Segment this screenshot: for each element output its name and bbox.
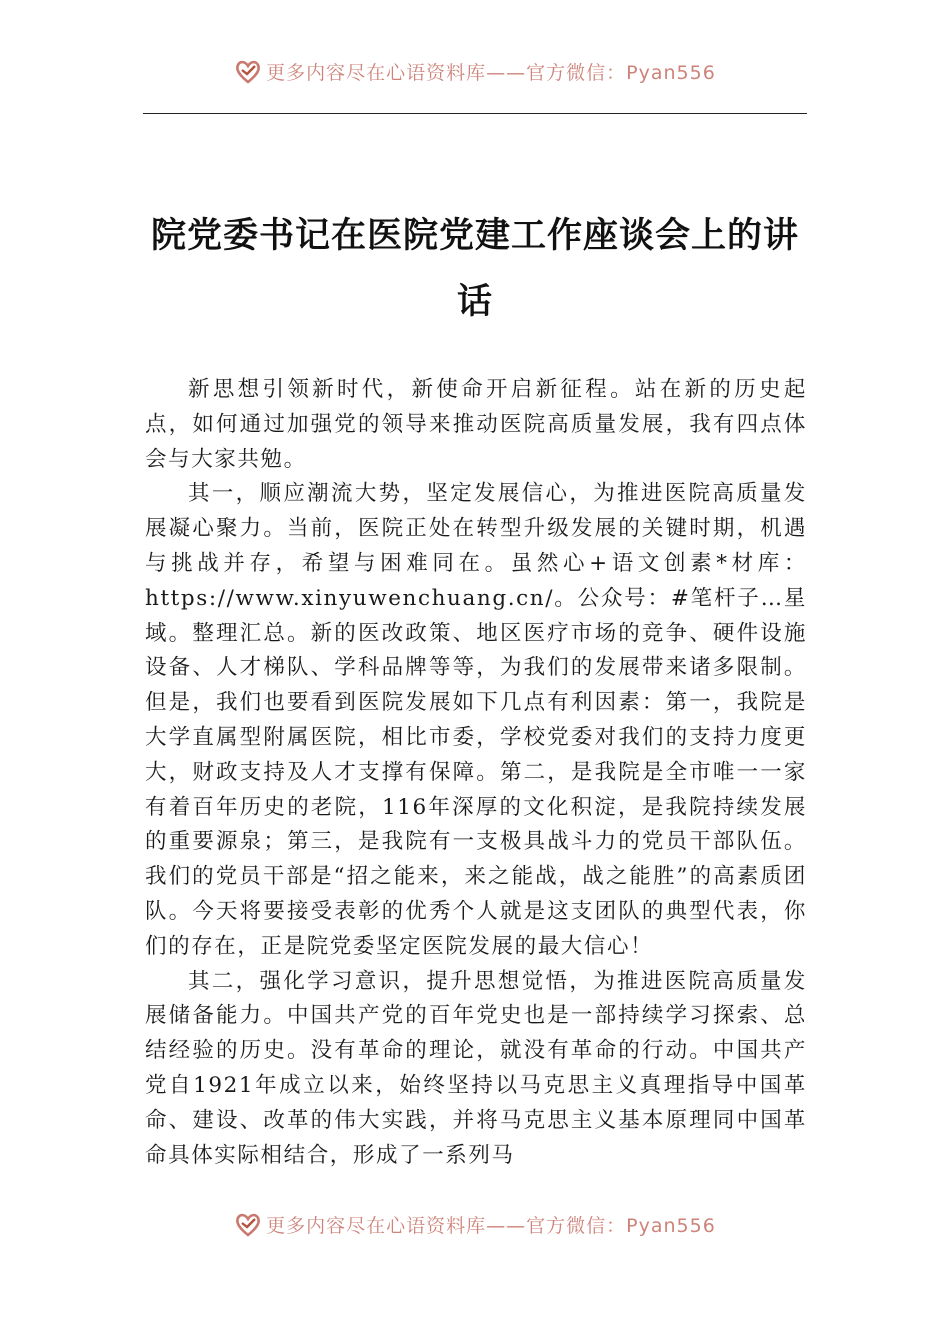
watermark-header — [0, 54, 950, 88]
watermark-footer — [0, 1207, 950, 1241]
document-body — [145, 373, 807, 1173]
watermark-text: 更多内容尽在心语资料库——官方微信：Pyan556 — [266, 1214, 716, 1237]
heart-icon — [234, 1211, 262, 1237]
heart-icon — [234, 58, 262, 84]
paragraph: 新思想引领新时代，新使命开启新征程。站在新的历史起点，如何通过加强党的领导来推动医院高质量发展，我有四点体会与大家共勉。 — [145, 377, 807, 472]
paragraph: 其二，强化学习意识，提升思想觉悟，为推进医院高质量发展储备能力。中国共产党的百年党史也是一部持续学习探索、总结经验的历史。没有革命的理论，就没有革命的行动。中国共产党自1921年成立以来，始终坚持以马克思主义真理指导中国革命、建设、改革的伟大实践，并将马克思主义基本原理同中国革命具体实际相结合，形成了一系列马 — [145, 968, 807, 1168]
paragraph: 其一，顺应潮流大势，坚定发展信心，为推进医院高质量发展凝心聚力。当前，医院正处在转型升级发展的关键时期，机遇与挑战并存，希望与困难同在。虽然心+语文创素*材库：https://www.xinyuwenchuang.cn/。公众号：#笔杆子…星域。整理汇总。新的医改政策、地区医疗市场的竞争、硬件设施设备、人才梯队、学科品牌等等，为我们的发展带来诸多限制。但是，我们也要看到医院发展如下几点有利因素：第一，我院是大学直属型附属医院，相比市委，学校党委对我们的支持力度更大，财政支持及人才支撑有保障。第二，是我院是全市唯一一家有着百年历史的老院，116年深厚的文化积淀，是我院持续发展的重要源泉；第三，是我院有一支极具战斗力的党员干部队伍。我们的党员干部是“招之能来，来之能战，战之能胜”的高素质团队。今天将要接受表彰的优秀个人就是这支团队的典型代表，你们的存在，正是院党委坚定医院发展的最大信心！ — [145, 481, 807, 959]
document-title: 院党委书记在医院党建工作座谈会上的讲话 — [150, 215, 799, 322]
watermark-text: 更多内容尽在心语资料库——官方微信：Pyan556 — [266, 61, 716, 84]
header-divider — [143, 113, 807, 114]
